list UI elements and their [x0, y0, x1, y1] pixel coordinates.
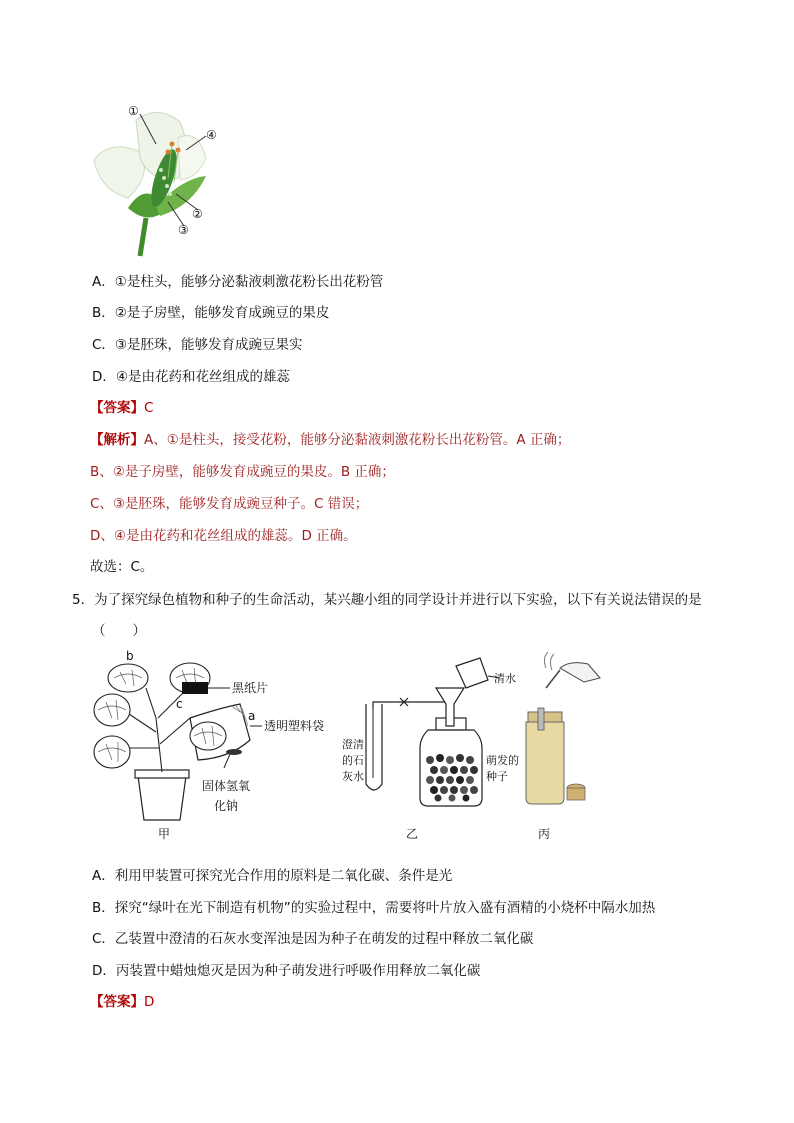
- q4-analysis-label: 【解析】: [90, 432, 144, 448]
- candle: [538, 708, 544, 730]
- yi-limewater-3: 灰水: [342, 770, 364, 783]
- flower-label-3: ③: [178, 223, 189, 237]
- stem-shape: [140, 218, 146, 256]
- yi-limewater-2: 的石: [342, 754, 364, 767]
- petal-left: [94, 147, 145, 198]
- jia-label-b: b: [126, 649, 134, 663]
- jia-naoh-label-2: 化钠: [214, 799, 239, 813]
- delivery-tube: [373, 702, 450, 714]
- q4-answer-label: 【答案】: [90, 400, 144, 416]
- q4-option-c: C．③是胚珠，能够发育成豌豆果实: [92, 337, 303, 353]
- q5-option-a: A．利用甲装置可探究光合作用的原料是二氧化碳、条件是光: [92, 868, 453, 884]
- flower-label-2: ②: [192, 207, 203, 221]
- candle-wire: [546, 670, 560, 688]
- jia-caption: 甲: [158, 827, 171, 841]
- yi-caption: 乙: [406, 827, 419, 841]
- q4-option-b: B．②是子房壁，能够发育成豌豆的果皮: [92, 305, 330, 321]
- jia-label-c: c: [176, 697, 183, 711]
- leaf-left-mid: [94, 694, 130, 726]
- leaf-a: [190, 722, 226, 750]
- petal-right: [178, 136, 206, 181]
- q5-option-c: C．乙装置中澄清的石灰水变浑浊是因为种子在萌发的过程中释放二氧化碳: [92, 931, 534, 947]
- q4-option-a: A．①是柱头，能够分泌黏液刺激花粉长出花粉管: [92, 274, 384, 290]
- black-paper: [182, 682, 208, 694]
- q4-analysis-line-2: B、②是子房壁，能够发育成豌豆的果皮。B 正确；: [90, 464, 395, 480]
- leaf-left-low: [94, 736, 130, 768]
- jia-naoh-label-1: 固体氢氧: [202, 779, 251, 793]
- jia-label-a: a: [248, 709, 256, 723]
- q4-answer: [90, 398, 153, 418]
- experiment-figure: [90, 648, 610, 848]
- q5-blank: （ ）: [92, 623, 146, 639]
- yi-seeds-label-1: 萌发的: [486, 754, 519, 767]
- flower-label-1: ①: [128, 104, 139, 118]
- apparatus-yi: [342, 658, 519, 841]
- jia-plastic-bag-label: 透明塑料袋: [264, 719, 325, 733]
- jia-black-paper-label: 黑纸片: [232, 681, 269, 695]
- seed-jar: [526, 722, 564, 804]
- yi-water-label: 清水: [494, 672, 516, 685]
- yi-seeds-label-2: 种子: [486, 770, 508, 783]
- smoke-lines: [544, 652, 554, 670]
- q4-analysis-line-3: C、③是胚珠，能够发育成豌豆种子。C 错误；: [90, 496, 369, 512]
- q4-option-d: D．④是由花药和花丝组成的雄蕊: [92, 369, 290, 385]
- q5-option-d: D．丙装置中蜡烛熄灭是因为种子萌发进行呼吸作用释放二氧化碳: [92, 963, 481, 979]
- flower-pot: [138, 776, 186, 820]
- yi-limewater-1: 澄清: [342, 738, 364, 751]
- q5-stem: 5．为了探究绿色植物和种子的生命活动，某兴趣小组的同学设计并进行以下实验，以下有关说法错误的是: [72, 592, 702, 608]
- q4-analysis-text-a: A、①是柱头，接受花粉，能够分泌黏液刺激花粉长出花粉管。A 正确；: [144, 432, 571, 448]
- hand: [560, 663, 600, 682]
- apparatus-jia: [94, 649, 324, 841]
- bing-caption: 丙: [538, 827, 551, 841]
- q4-answer-value: C: [144, 400, 154, 416]
- q5-option-b: B．探究“绿叶在光下制造有机物”的实验过程中，需要将叶片放入盛有酒精的小烧杯中隔水加热: [92, 900, 656, 916]
- q5-answer-label: 【答案】: [90, 994, 144, 1010]
- q5-answer: [90, 992, 154, 1012]
- q4-analysis-line-4: D、④是由花药和花丝组成的雄蕊。D 正确。: [90, 528, 357, 544]
- jar-lid: [567, 788, 585, 800]
- test-tube: [366, 704, 382, 790]
- apparatus-bing: [526, 652, 600, 841]
- flower-diagram: [88, 98, 228, 258]
- flower-label-4: ④: [206, 128, 217, 142]
- q5-answer-value: D: [144, 994, 155, 1010]
- q4-conclusion: 故选：C。: [90, 559, 154, 575]
- water-beaker: [456, 658, 488, 688]
- naoh-solid: [226, 749, 242, 755]
- q4-analysis-line-1: [90, 430, 570, 450]
